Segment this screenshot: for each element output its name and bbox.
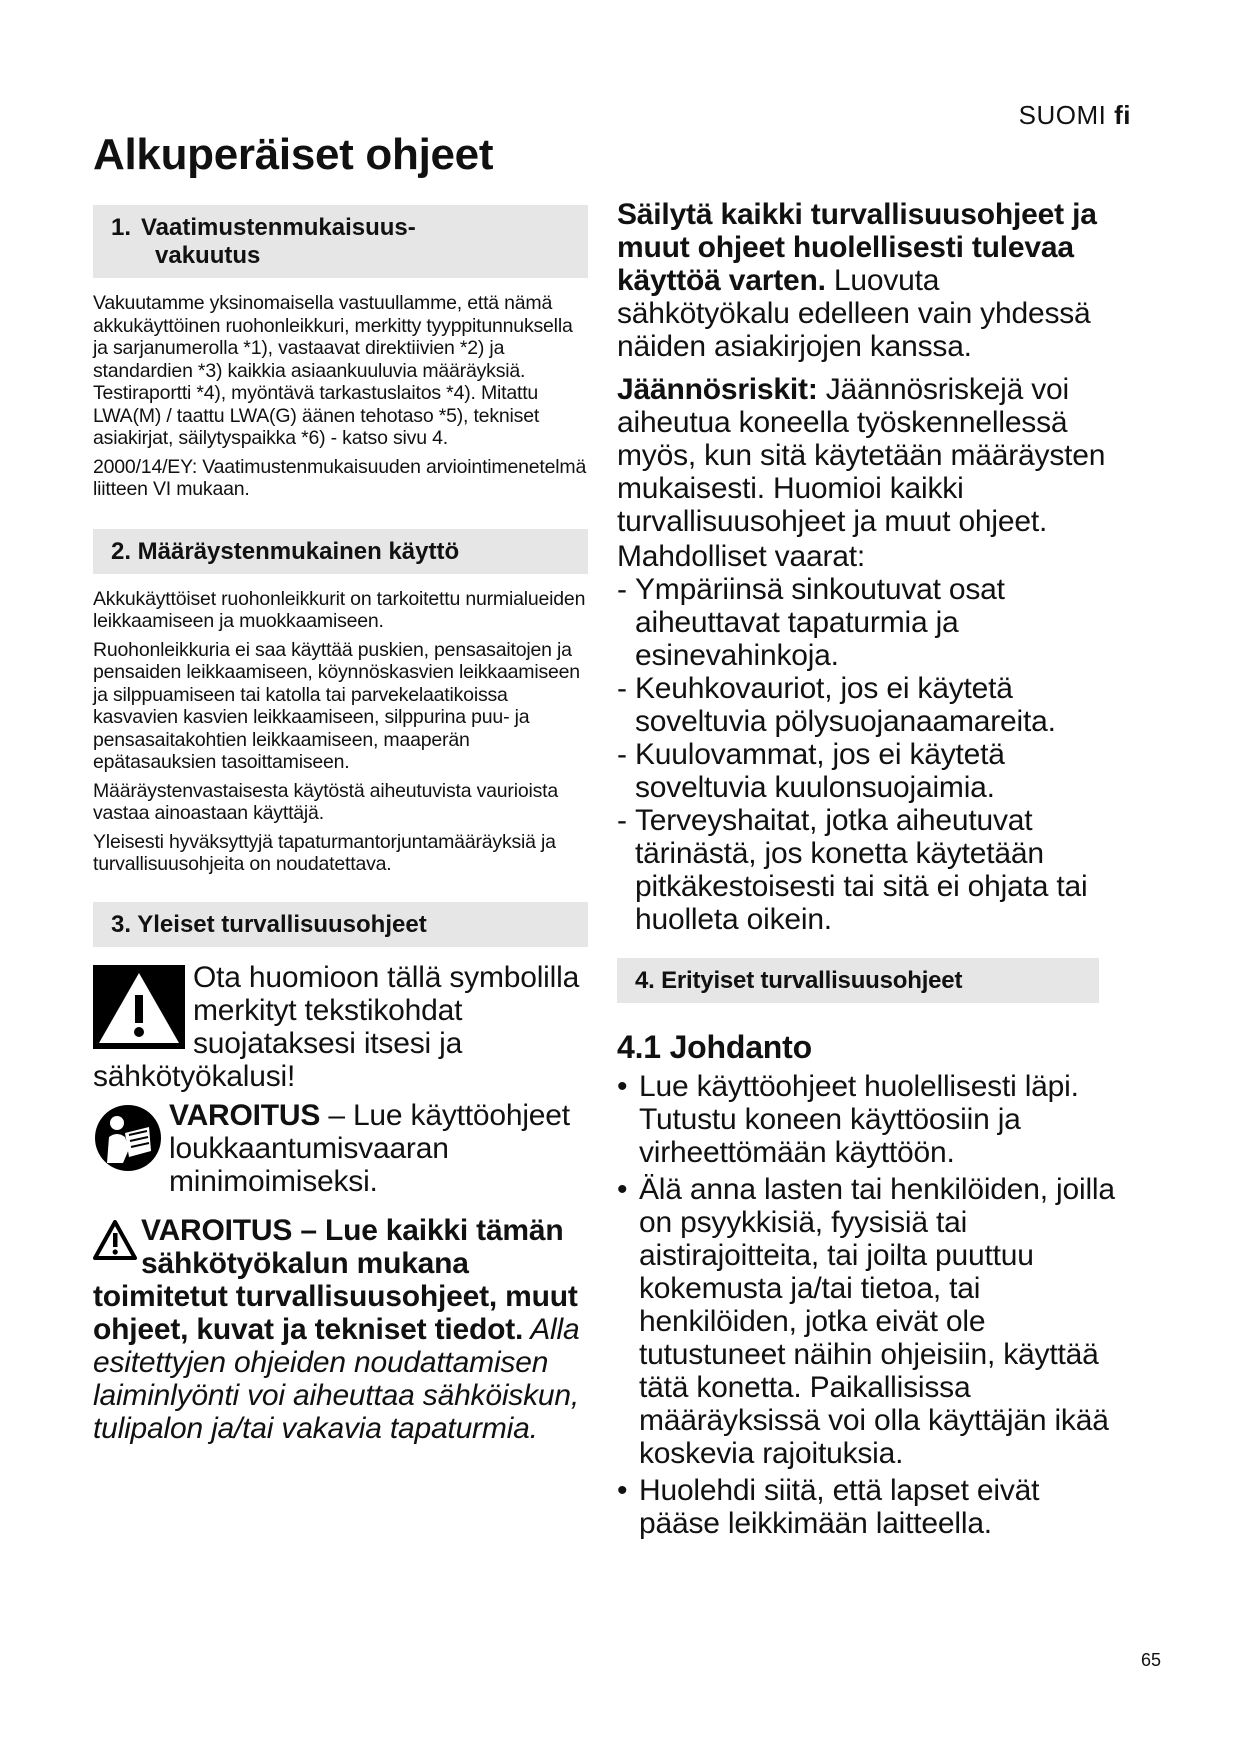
read-manual-warning-bold: VAROITUS <box>169 1098 321 1132</box>
read-manual-warning-rest: – Lue käyttöohjeet loukkaantumisvaaran minimoimiseksi. <box>169 1098 570 1198</box>
section2-heading: 2. Määräystenmukainen käyttö <box>93 529 588 574</box>
introduction-list <box>617 1070 1117 1540</box>
read-manual-warning-text <box>93 1099 588 1198</box>
section2-paragraph: Määräystenvastaisesta käytöstä aiheutuvista vaurioista vastaa ainoastaan käyttäjä. <box>93 779 559 824</box>
section1-body <box>93 278 588 501</box>
section1-title-line2: vakuutus <box>155 242 261 269</box>
section2-paragraph: Yleisesti hyväksyttyjä tapaturmantorjuntamääräyksiä ja turvallisuusohjeita on noudatettava. <box>93 830 556 875</box>
introduction-item: • Älä anna lasten tai henkilöiden, joilla on psyykkisiä, fyysisiä tai aistirajoitteita, tai joilta puuttuu kokemusta ja/tai tietoa, tai henkilöiden, jotka eivät ole tutustuneet näihin ohjeisiin, käyttää tätä konetta. Paikallisissa määräyksissä voi olla käyttäjän ikää koskevia rajoituksia. <box>617 1173 1117 1470</box>
general-warning <box>93 1214 588 1445</box>
section2-paragraph: Akkukäyttöiset ruohonleikkurit on tarkoitettu nurmialueiden leikkaamiseen ja muokkaamiseen. <box>93 587 586 632</box>
hazard-item: - Ympäriinsä sinkoutuvat osat aiheuttavat tapaturmia ja esinevahinkoja. <box>617 573 1117 672</box>
section1-number: 1. <box>111 214 132 241</box>
hazard-item: - Terveyshaitat, jotka aiheutuvat tärinästä, jos konetta käytetään pitkäkestoisesti tai sitä ei ohjata tai huolleta oikein. <box>617 804 1117 936</box>
symbol-notice <box>93 961 588 1093</box>
residual-risks-label: Jäännösriskit: <box>617 373 818 406</box>
section4-heading: 4. Erityiset turvallisuusohjeet <box>617 958 1099 1003</box>
language-name: SUOMI <box>1018 100 1107 130</box>
introduction-item: • Huolehdi siitä, että lapset eivät pääse leikkimään laitteella. <box>617 1474 1117 1540</box>
keep-instructions <box>617 198 1117 363</box>
read-manual-icon <box>93 1103 163 1173</box>
general-warning-text <box>93 1214 588 1445</box>
keep-instructions-bold: Säilytä kaikki turvallisuusohjeet ja muut ohjeet huolellisesti tulevaa käyttöä varten. <box>617 198 1097 297</box>
section2-body <box>93 574 588 876</box>
page-number: 65 <box>1140 1650 1161 1670</box>
residual-risks-text: Jäännösriskejä voi aiheutua koneella työskennellessä myös, kun sitä käytetään määräysten mukaisesti. Huomioi kaikki turvallisuusohjeet ja muut ohjeet. <box>617 373 1106 538</box>
general-warning-italic: Alla esitettyjen ohjeiden noudattamisen laiminlyönti voi aiheuttaa sähköiskun, tulipalon ja/tai vakavia tapaturmia. <box>93 1312 580 1445</box>
hazards-list <box>617 573 1117 936</box>
residual-risks <box>617 373 1117 538</box>
document-title: Alkuperäiset ohjeet <box>93 130 494 179</box>
general-warning-bold: VAROITUS – Lue kaikki tämän sähkötyökalun mukana toimitetut turvallisuusohjeet, muut ohjeet, kuvat ja tekniset tiedot. <box>93 1213 578 1346</box>
hazards-label: Mahdolliset vaarat: <box>617 540 865 573</box>
warning-triangle-icon <box>93 965 185 1049</box>
hazard-item: - Keuhkovauriot, jos ei käytetä soveltuvia pölysuojanaamareita. <box>617 672 1117 738</box>
symbol-notice-text: Ota huomioon tällä symbolilla merkityt tekstikohdat suojataksesi itsesi ja sähkötyökalusi! <box>93 960 580 1093</box>
section1-paragraph: Vakuutamme yksinomaisella vastuullamme, että nämä akkukäyttöinen ruohonleikkuri, merkitty tyyppitunnuksella ja sarjanumerolla *1), vastaavat direktiivien *2) ja standardien *3) kaikkia asiaankuuluvia määräyksiä. Testiraportti *4), myöntävä tarkastuslaitos *4). Mitattu LWA(M) / taattu LWA(G) äänen tehotaso *5), tekniset asiakirjat, säilytyspaikka *6) - katso sivu 4. <box>93 292 573 449</box>
left-column <box>93 205 588 1445</box>
section2-paragraph: Ruohonleikkuria ei saa käyttää puskien, pensasaitojen ja pensaiden leikkaamiseen, köynnöskasvien leikkaamiseen ja silppuamiseen tai katolla tai parvekelaatikoissa kasvavien kasvien leikkaamiseen, silppurina puu- ja pensasaitakohtien leikkaamiseen, maaperän epätasauksien tasoittamiseen. <box>93 638 580 773</box>
keep-instructions-rest: Luovuta sähkötyökalu edelleen vain yhdessä näiden asiakirjojen kanssa. <box>617 264 1091 363</box>
introduction-item: • Lue käyttöohjeet huolellisesti läpi. Tutustu koneen käyttöosiin ja virheettömään käyttöön. <box>617 1070 1117 1169</box>
small-warning-triangle-icon <box>93 1220 137 1260</box>
section1-title-line1: Vaatimustenmukaisuus- <box>141 214 416 241</box>
language-label <box>1019 100 1131 131</box>
section1-heading <box>93 205 588 278</box>
section3-heading: 3. Yleiset turvallisuusohjeet <box>93 902 588 947</box>
hazard-item: - Kuulovammat, jos ei käytetä soveltuvia kuulonsuojaimia. <box>617 738 1117 804</box>
section4-subheading: 4.1 Johdanto <box>617 1029 812 1065</box>
read-manual-warning <box>93 1099 588 1198</box>
section1-paragraph: 2000/14/EY: Vaatimustenmukaisuuden arviointimenetelmä liitteen VI mukaan. <box>93 455 587 500</box>
right-column <box>617 198 1117 1544</box>
language-code: fi <box>1114 100 1131 130</box>
